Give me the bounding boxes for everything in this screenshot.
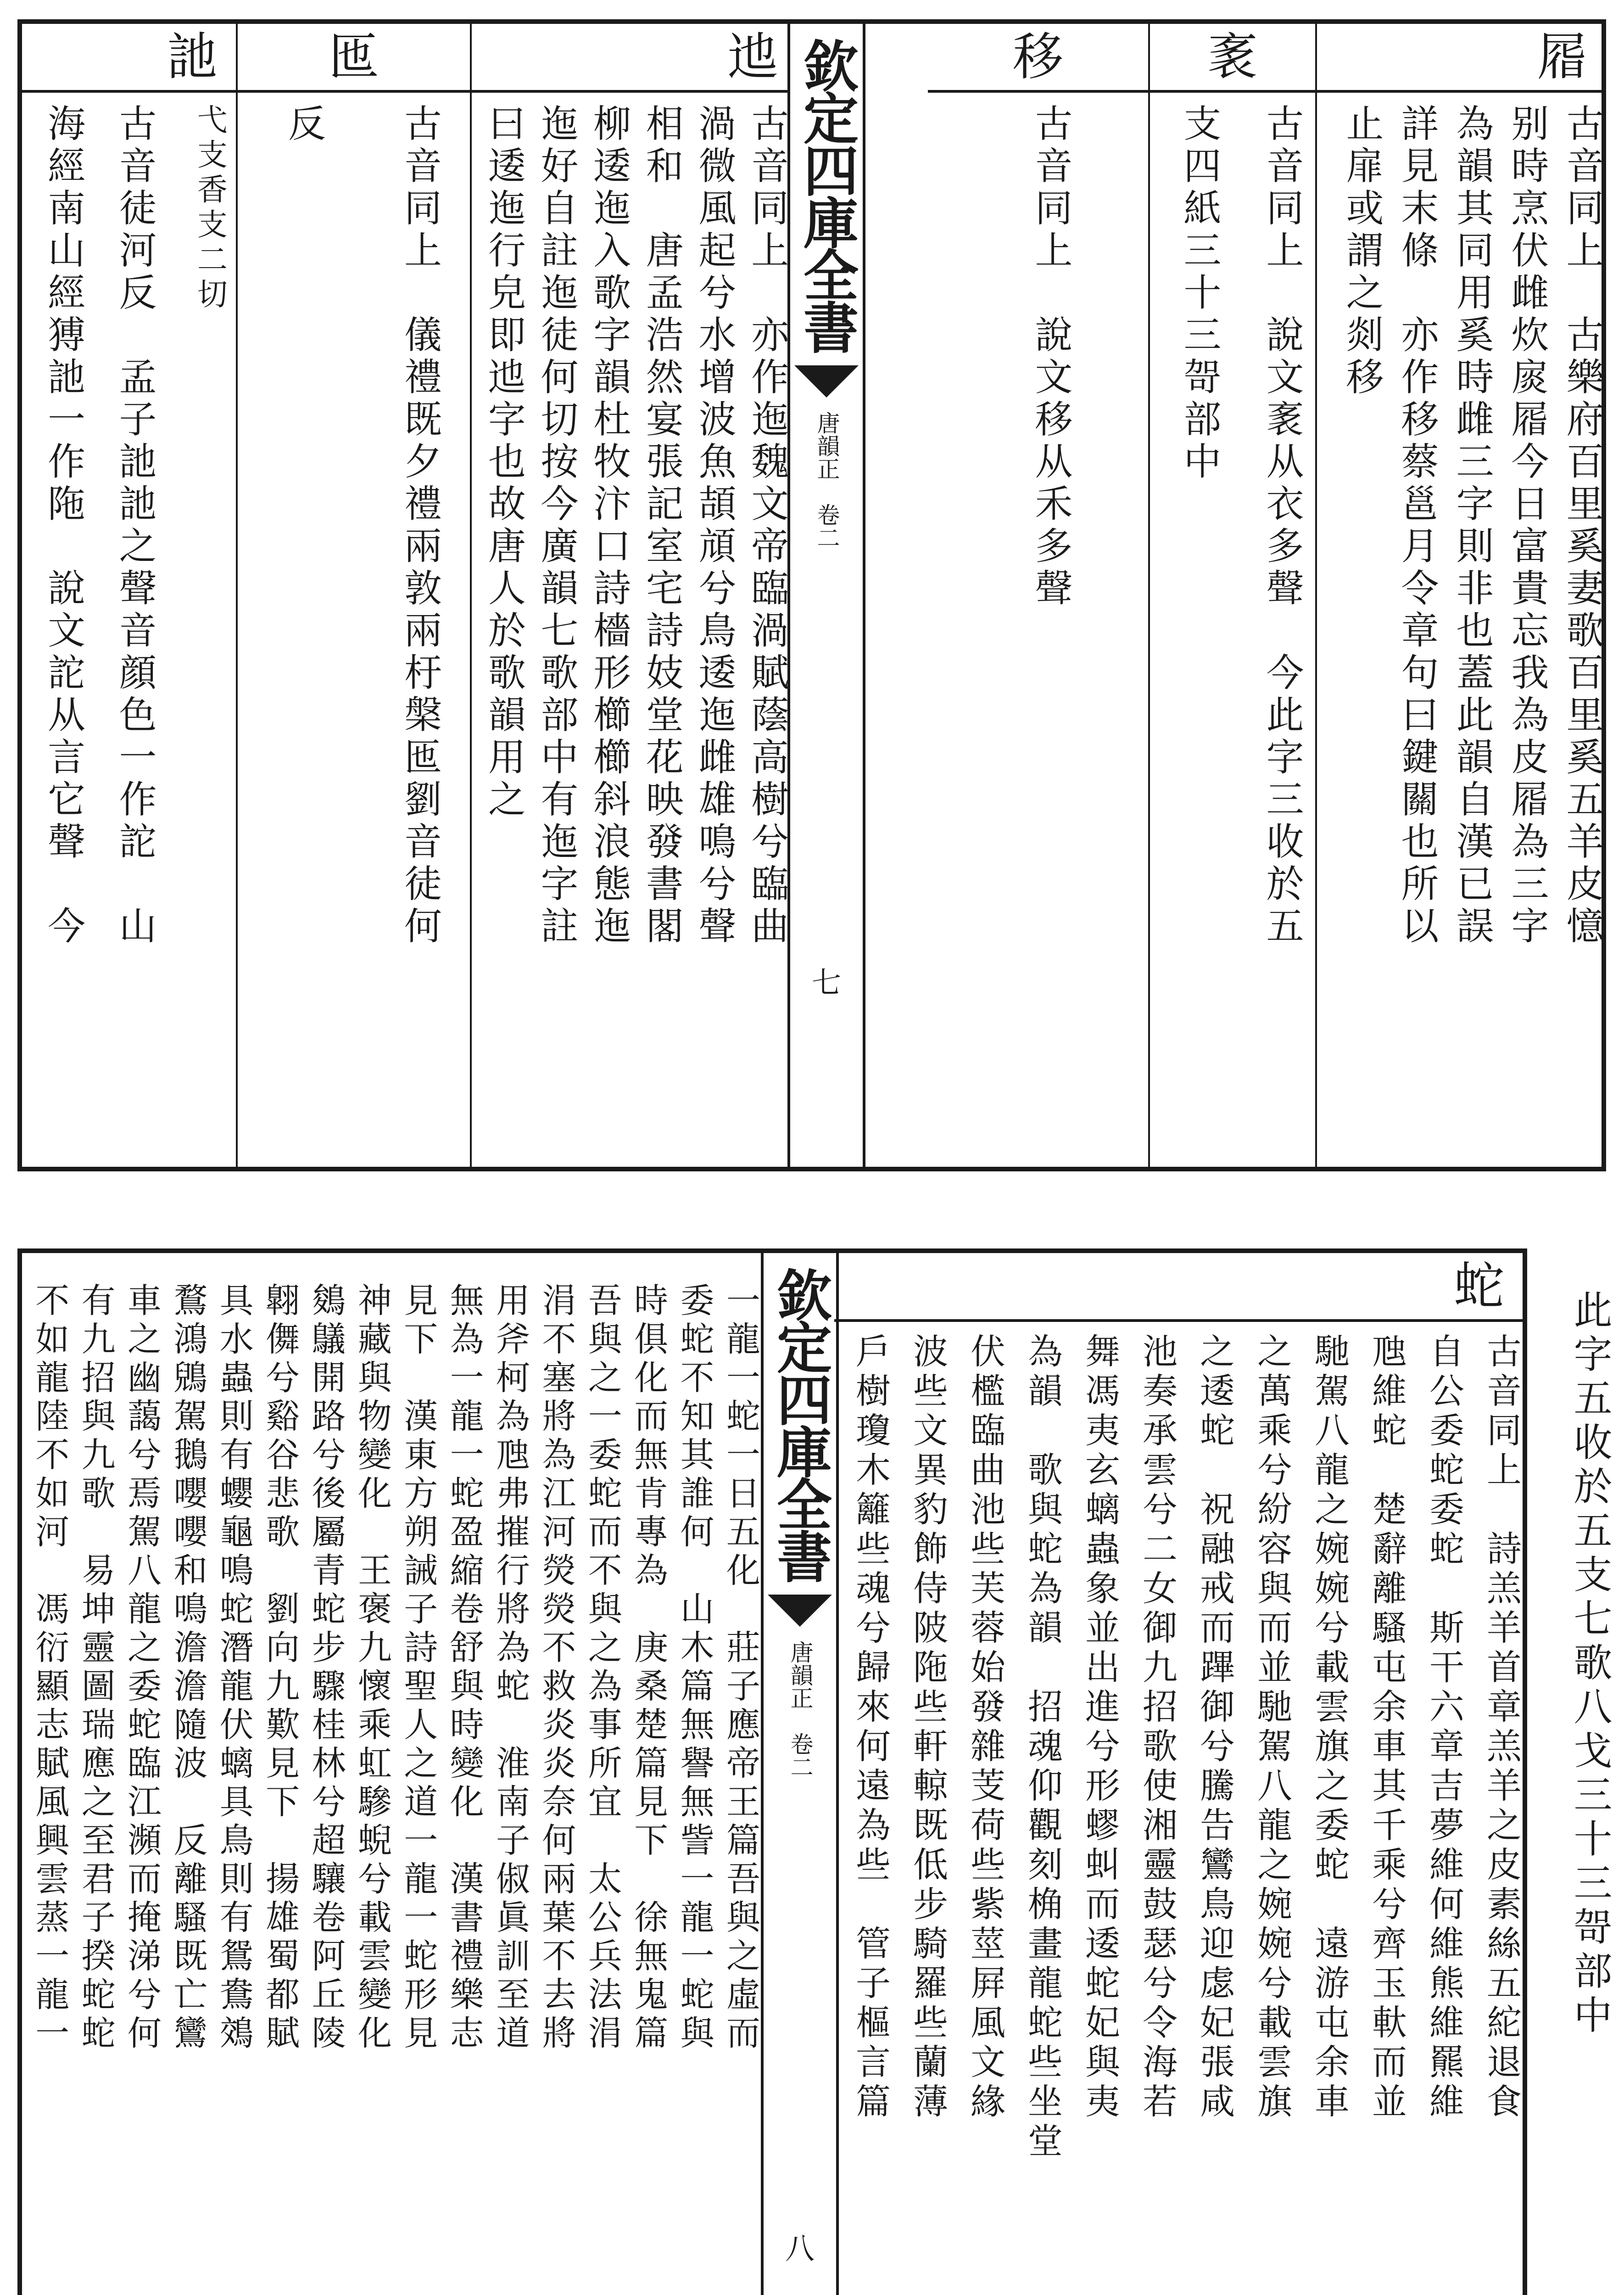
text-line: 虺維蛇 楚辭離騷屯余車其千乘兮齊玉軑而並 [1366,1333,1407,2122]
entry-head: 㞛 [1317,24,1602,93]
bottom-page [0,1230,1624,2295]
text-line: 迤好自註迤徒何切按今廣韻七歌部中有迤字註 [534,104,578,948]
text-line: 一龍一蛇一日五化 莊子應帝王篇吾與之虛而 [720,1282,760,2054]
text-line: 柳逶迤入歌字韻杜牧汴口詩檣形櫛櫛斜浪態迤 [587,104,631,948]
text-line: 之萬乘兮紛容與而並馳駕八龍之婉婉兮載雲旗 [1251,1333,1293,2122]
entry-column [1150,24,1315,1167]
text-line: 委蛇不知其誰何 山木篇無譽無訾一龍一蛇與 [675,1282,714,2054]
text-line: 涓不塞將為江河熒熒不救炎炎奈何兩葉不去將 [536,1282,576,2054]
text-line: 古音同上 亦作迤魏文帝臨渦賦蔭高樹兮臨曲 [745,104,789,948]
text-line: 具水蟲則有蠳龜鳴蛇潛龍伏螭具鳥則有鴛鴦鵁 [214,1282,254,2054]
entry-head: 訑 [22,24,236,93]
text-line: 詳見末條 亦作移蔡邕月令章句曰鍵關也所以 [1395,104,1439,948]
running-title: 欽定四庫全書 [794,38,859,352]
center-strip [787,24,865,1167]
text-line: 為韻 歌與蛇為韻 招魂仰觀刻桷畫龍蛇些坐堂 [1022,1333,1063,2162]
running-subtitle: 唐韻正 卷二 [813,411,840,549]
center-strip [761,1253,839,2295]
text-line: 吾與之一委蛇而不與之為事所宜 太公兵法涓 [582,1282,622,2054]
entry-column [22,24,236,1167]
text-line: 别時烹伏雌炊扊㞛今日富貴忘我為皮㞛為三字 [1505,104,1549,948]
running-title: 欽定四庫全書 [768,1267,832,1581]
text-line: 見下 漢東方朔誡子詩聖人之道一龍一蛇形見 [398,1282,438,2054]
text-line: 翺儛兮谿谷悲歌 劉向九歎見下 揚雄蜀都賦 [260,1282,300,2054]
text-line: 為韻其同用奚時雌三字則非也蓋此韻自漢已誤 [1450,104,1494,948]
text-line: 鵕鸃開路兮後屬青蛇步驟桂林兮超驤卷阿丘陵 [306,1282,346,2054]
entry-column [928,24,1148,1167]
running-subtitle: 唐韻正 卷二 [787,1640,814,1778]
text-line: 舞馮夷玄螭蟲象並出進兮形蟉虯而逶蛇妃與夷 [1079,1333,1121,2122]
bottom-page-frame [17,1248,1527,2295]
text-line: 渦微風起兮水增波魚頡頏兮鳥逶迤雌雄鳴兮聲 [692,104,736,948]
folio-number: 八 [785,2232,815,2266]
outside-note: 此字五收於五支七歌八戈三十三哿部中 [1568,1290,1613,2039]
text-line: 有九招與九歌 易坤靈圖瑞應之至君子揆蛇蛇 [76,1282,116,2054]
text-line: 神藏與物變化 王褒九懷乘虹驂蜺兮載雲變化 [352,1282,392,2054]
fishtail-mark [768,1595,832,1627]
text-line: 用斧柯為虺弗摧行將為蛇 淮南子俶眞訓至道 [490,1282,530,2054]
entry-head: 蛇 [834,1253,1523,1322]
entry-head: 移 [928,24,1148,93]
entry-head: 迆 [472,24,787,93]
text-line: 古音同上 說文移从禾多聲 [1029,104,1072,610]
text-line: 曰逶迤行皃即迆字也故唐人於歌韻用之 [482,104,526,822]
text-line: 之逶蛇 祝融戒而蹕御兮騰告鸞鳥迎虙妃張咸 [1194,1333,1235,2122]
text-line: 反 [282,104,326,146]
column-rule [236,24,238,1167]
entry-column [1317,24,1602,1167]
text-line: 不如龍陸不如河 馮衍顯志賦風興雲蒸一龍一 [30,1282,70,2054]
text-line: 相和 唐孟浩然宴張記室宅詩妓堂花映發書閣 [640,104,684,948]
entry-head: 匜 [238,24,470,93]
text-line: 古音徒河反 孟子訑訑之聲音顔色一作詑 山 [112,104,156,948]
column-rule [1315,24,1317,1167]
entry-column [472,24,787,1167]
text-line: 自公委蛇委蛇 斯干六章吉夢維何維熊維羆維 [1423,1333,1465,2122]
entry-column [22,1253,759,2295]
entry-column [238,24,470,1167]
folio-number: 七 [812,966,841,1000]
text-line: 戶樹瓊木籬些魂兮歸來何遠為些 管子樞言篇 [850,1333,891,2122]
entry-column [834,1253,1523,2295]
text-line: 車之幽藹兮焉駕八龍之委蛇臨江瀕而掩涕兮何 [122,1282,162,2054]
top-page-frame [17,19,1606,1171]
text-line: 馳駕八龍之婉婉兮載雲旗之委蛇 遠游屯余車 [1309,1333,1350,2122]
text-line: 止扉或謂之剡移 [1340,104,1384,399]
text-line: 波些文異豹飾侍陂陁些軒輬既低步騎羅些蘭薄 [907,1333,949,2122]
text-line: 古音同上 詩羔羊首章羔羊之皮素絲五紽退食 [1481,1333,1522,2122]
text-line: 古音同上 說文袲从衣多聲 今此字三收於五 [1260,104,1304,948]
text-line: 無為一龍一蛇盈縮卷舒與時變化 漢書禮樂志 [444,1282,484,2054]
text-line: 支四紙三十三哿部中 [1178,104,1221,484]
text-line: 池奏承雲兮二女御九招歌使湘靈鼓瑟兮令海若 [1137,1333,1178,2122]
text-line: 弋支香支二切 [192,104,228,313]
text-line: 古音同上 儀禮既夕禮兩敦兩杅槃匜劉音徒何 [398,104,442,948]
text-line: 鶩鴻鶂駕鵝嚶嚶和鳴澹澹隨波 反離騷既亡鸞 [168,1282,208,2054]
fishtail-mark [794,365,859,397]
text-line: 海經南山經猼訑一作陁 說文詑从言它聲 今 [41,104,85,948]
column-rule [470,24,472,1167]
entry-head: 袲 [1150,24,1315,93]
text-line: 伏檻臨曲池些芙蓉始發雜芰荷些紫莖屛風文緣 [965,1333,1006,2122]
column-rule [1148,24,1150,1167]
text-line: 古音同上 古樂府百里奚妻歌百里奚五羊皮憶 [1560,104,1604,948]
text-line: 時俱化而無肯專為 庚桑楚篇見下 徐無鬼篇 [629,1282,669,2054]
